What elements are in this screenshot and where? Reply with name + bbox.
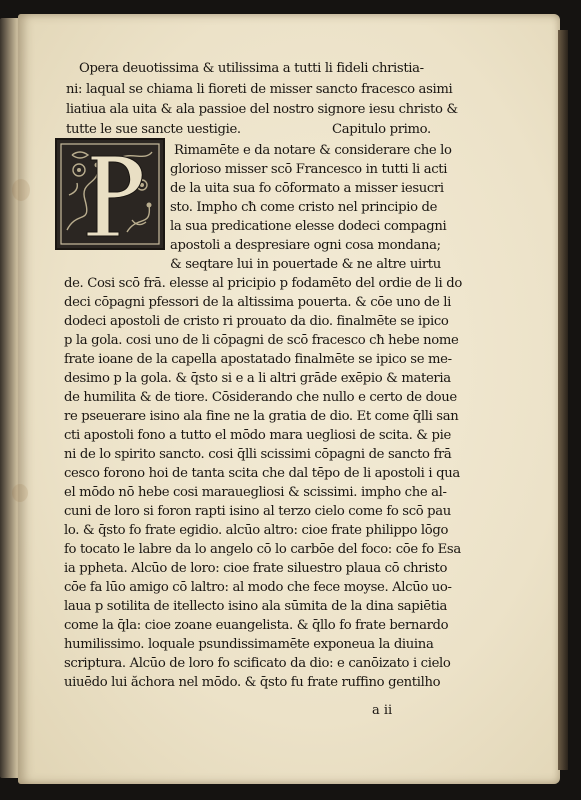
text-line: deci cōpagni pfessori de la altissima pouerta. & cōe uno de li (64, 295, 452, 310)
text-line: liatiua ala uita & ala passioe del nostro signore iesu christo & (66, 102, 458, 117)
text-line: ni de lo spirito sancto. cosi q̄lli scissimi cōpagni de sancto frā (64, 447, 452, 462)
text-line: uiuēdo lui ăchora nel mōdo. & q̄sto fu frate ruffino gentilho (64, 675, 441, 690)
chapter-heading: Capitulo primo. (332, 122, 431, 137)
text-line: ia ppheta. Alcūo de loro: cioe frate siluestro plaua cō christo (64, 561, 448, 576)
text-line: glorioso misser scō Francesco in tutti li acti (170, 162, 448, 177)
text-line: dodeci apostoli de cristo ri prouato da dio. finalmēte se ipico (64, 314, 449, 329)
text-line: humilissimo. loquale psundissimamēte exponeua la diuina (64, 637, 434, 652)
right-page-edge (558, 30, 568, 770)
text-line: desimo p la gola. & q̄sto si e a li altri grāde exēpio & materia (64, 371, 451, 386)
text-line: cōe fa lūo amigo cō laltro: al modo che fece moyse. Alcūo uo- (64, 580, 452, 595)
paper-stain (12, 484, 28, 502)
text-line: frate ioane de la capella apostatado finalmēte se ipico se me- (64, 352, 452, 367)
text-line: p la gola. cosi uno de li cōpagni de scō fracesco cħ hebe nome (64, 333, 459, 348)
text-line: de. Cosi scō frā. elesse al pricipio p fodamēto del ordie de li do (64, 276, 462, 291)
text-line: la sua predicatione elesse dodeci compagni (170, 219, 447, 234)
text-line: & seqtare lui in pouertade & ne altre uirtu (170, 257, 441, 272)
text-line: sto. Impho cħ come cristo nel principio de (170, 200, 438, 215)
text-line: de la uita sua fo cōformato a misser iesucri (170, 181, 444, 196)
text-line: come la q̄la: cioe zoane euangelista. & q̄llo fo frate bernardo (64, 618, 449, 633)
text-line: el mōdo nō hebe cosi marauegliosi & scissimi. impho che al- (64, 485, 447, 500)
text-line: lo. & q̄sto fo frate egidio. alcūo altro: cioe frate philippo lōgo (64, 523, 449, 538)
text-line: fo tocato le labre da lo angelo cō lo carbōe del foco: cōe fo Esa (64, 542, 461, 557)
text-line: apostoli a despresiare ogni cosa mondana; (170, 238, 441, 253)
decorated-initial-p (55, 138, 165, 250)
text-line: cti apostoli fono a tutto el mōdo mara uegliosi de scita. & pie (64, 428, 451, 443)
text-line: Opera deuotissima & utilissima a tutti li fideli christia- (79, 61, 424, 76)
text-line: re pseuerare isino ala fine ne la gratia de dio. Et come q̄lli san (64, 409, 459, 424)
page-signature: a ii (372, 703, 393, 718)
text-line: tutte le sue sancte uestigie. (66, 122, 241, 137)
text-line: scriptura. Alcūo de loro fo scificato da dio: e canōizato i cielo (64, 656, 451, 671)
text-line: de humilita & de tiore. Cōsiderando che nullo e certo de doue (64, 390, 457, 405)
text-line: cesco forono hoi de tanta scita che dal tēpo de li apostoli i qua (64, 466, 460, 481)
text-line: laua p sotilita de itellecto isino ala sūmita de la dina sapiētia (64, 599, 448, 614)
text-line: cuni de loro si foron rapti isino al terzo cielo come fo scō pau (64, 504, 451, 519)
paper-stain (12, 179, 30, 201)
text-line: ni: laqual se chiama li fioreti de misser sancto fracesco asimi (66, 82, 453, 97)
text-line: Rimamēte e da notare & considerare che lo (174, 143, 452, 158)
